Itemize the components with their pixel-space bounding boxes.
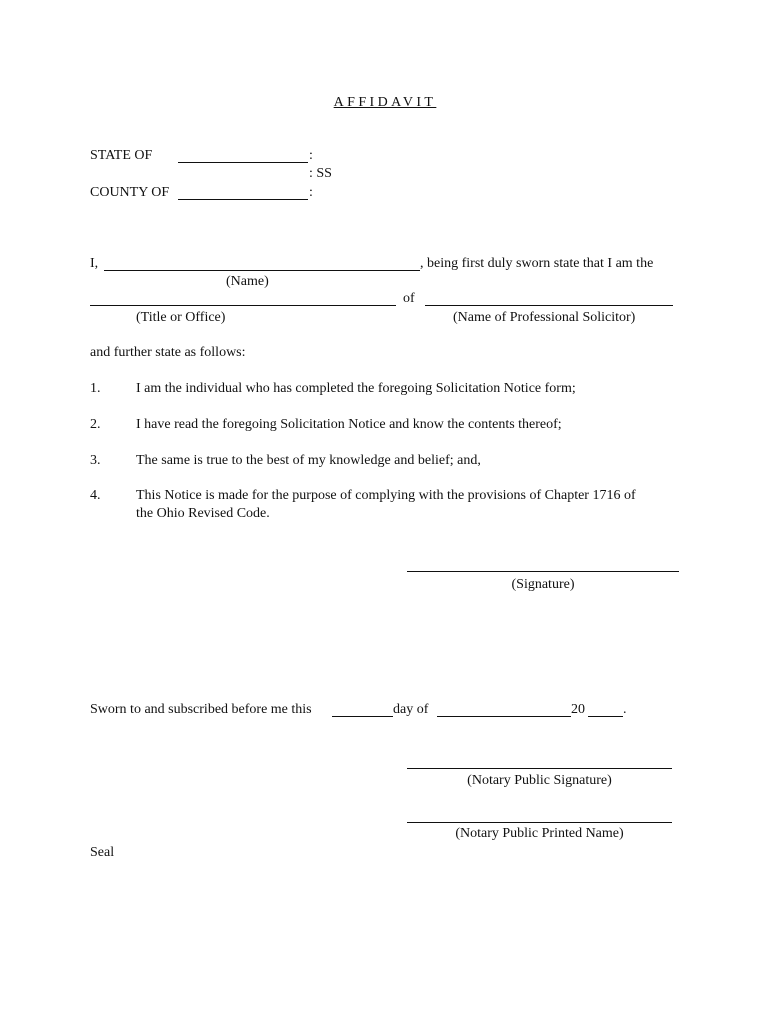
notary-signature-line[interactable] [407, 768, 672, 769]
title-caption: (Title or Office) [136, 310, 226, 325]
sworn-text: Sworn to and subscribed before me this [90, 702, 312, 717]
item-text: I am the individual who has completed the foregoing Solicitation Notice form; [136, 381, 576, 396]
item-text: This Notice is made for the purpose of complying with the provisions of Chapter 1716 of [136, 488, 636, 503]
item-text-continued: the Ohio Revised Code. [136, 506, 270, 521]
intro-suffix: , being first duly sworn state that I am the [420, 256, 654, 271]
state-blank[interactable] [178, 162, 308, 163]
document-title: AFFIDAVIT [333, 95, 437, 110]
intro-prefix: I, [90, 256, 99, 271]
item-text: I have read the foregoing Solicitation Notice and know the contents thereof; [136, 417, 562, 432]
signature-line[interactable] [407, 571, 679, 572]
sworn-day-of: day of [393, 702, 429, 717]
item-number: 2. [90, 417, 101, 432]
year-blank[interactable] [588, 716, 623, 717]
county-blank[interactable] [178, 199, 308, 200]
name-blank[interactable] [104, 270, 420, 271]
county-colon: : [309, 185, 313, 200]
state-colon: : [309, 148, 313, 163]
solicitor-blank[interactable] [425, 305, 673, 306]
name-caption: (Name) [226, 274, 269, 289]
item-number: 3. [90, 453, 101, 468]
state-label: STATE OF [90, 148, 153, 163]
sworn-year-prefix: 20 [571, 702, 585, 717]
notary-signature-caption: (Notary Public Signature) [467, 773, 612, 788]
day-blank[interactable] [332, 716, 393, 717]
county-label: COUNTY OF [90, 185, 170, 200]
notary-name-line[interactable] [407, 822, 672, 823]
seal-label: Seal [90, 845, 115, 860]
month-blank[interactable] [437, 716, 571, 717]
item-number: 1. [90, 381, 101, 396]
of-word: of [403, 291, 415, 306]
item-text: The same is true to the best of my knowledge and belief; and, [136, 453, 481, 468]
further-statement: and further state as follows: [90, 345, 246, 360]
notary-name-caption: (Notary Public Printed Name) [455, 826, 624, 841]
solicitor-caption: (Name of Professional Solicitor) [453, 310, 636, 325]
item-number: 4. [90, 488, 101, 503]
signature-caption: (Signature) [511, 577, 575, 592]
sworn-period: . [623, 702, 627, 717]
ss-label: : SS [309, 166, 332, 181]
title-blank[interactable] [90, 305, 396, 306]
